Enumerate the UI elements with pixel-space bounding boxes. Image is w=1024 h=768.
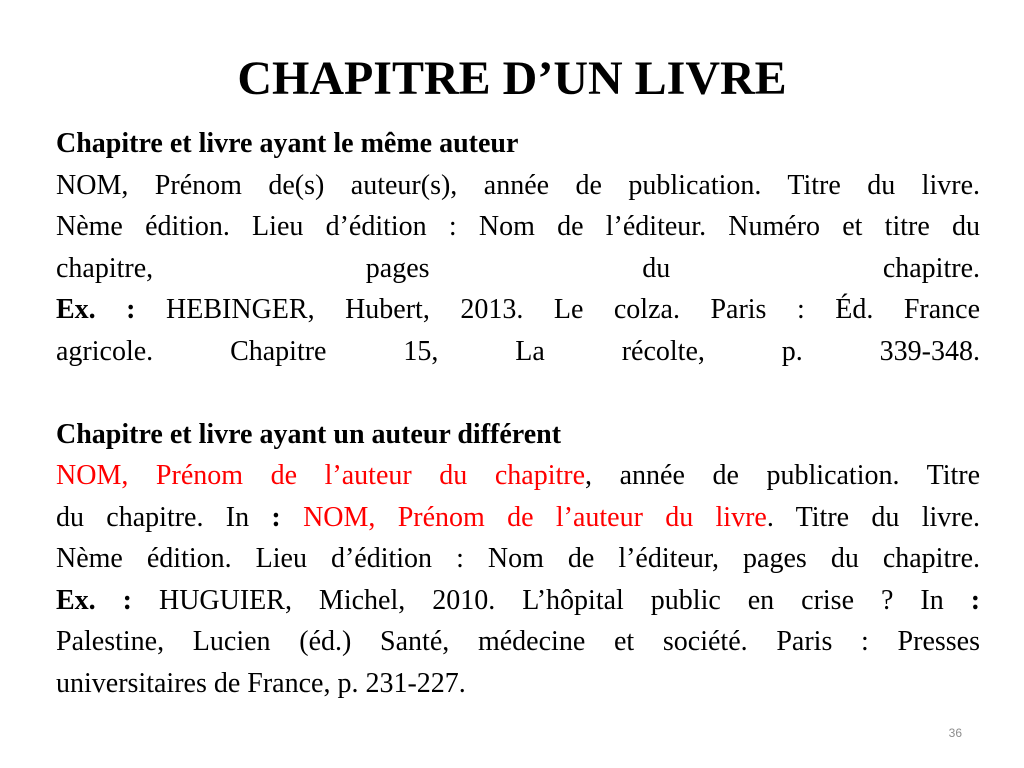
section-1-example-text-1: HEBINGER, Hubert, 2013. Le colza. Paris : Éd. France xyxy=(166,294,981,325)
section-2-example-line-3: universitaires de France, p. 231-227. xyxy=(56,667,466,699)
section-2-line-2-end: . Titre du livre. xyxy=(766,501,981,533)
section-2-in-colon: : xyxy=(271,501,281,533)
section-1-heading: Chapitre et livre ayant le même auteur xyxy=(56,128,519,159)
book-author-placeholder: NOM, Prénom de l’auteur du livre xyxy=(303,501,767,533)
section-2-line-2 xyxy=(56,497,980,539)
section-1-example-label: Ex. : xyxy=(56,294,136,325)
section-2-example-line-1 xyxy=(56,580,980,622)
section-2-line-1-rest: , année de publication. Titre xyxy=(585,460,981,491)
section-1-line-3: chapitre, pages du chapitre. xyxy=(56,252,980,284)
section-1-example-line-1 xyxy=(56,289,980,331)
section-2-example-in-colon: : xyxy=(970,584,981,616)
section-2-line-3: Nème édition. Lieu d’édition : Nom de l’éditeur, pages du chapitre. xyxy=(56,543,980,574)
section-1-line-2: Nème édition. Lieu d’édition : Nom de l’éditeur. Numéro et titre du xyxy=(56,211,980,242)
section-1-example-line-2: agricole. Chapitre 15, La récolte, p. 339-348. xyxy=(56,335,980,367)
section-2-heading: Chapitre et livre ayant un auteur différent xyxy=(56,418,562,450)
section-2-line-2-start: du chapitre. In xyxy=(56,501,250,533)
section-2-example-label: Ex. : xyxy=(56,584,132,616)
chapter-author-placeholder: NOM, Prénom de l’auteur du chapitre xyxy=(56,460,586,491)
section-1-line-1: NOM, Prénom de(s) auteur(s), année de publication. Titre du livre. xyxy=(56,169,980,201)
slide-title: CHAPITRE D’UN LIVRE xyxy=(237,52,787,105)
section-2-line-1 xyxy=(56,455,980,497)
section-2-example-line-2: Palestine, Lucien (éd.) Santé, médecine et société. Paris : Presses xyxy=(56,626,980,657)
section-gap xyxy=(56,372,980,414)
section-2-example-text-1: HUGUIER, Michel, 2010. L’hôpital public en crise ? In xyxy=(158,584,944,616)
page-number: 36 xyxy=(948,726,962,740)
slide-content xyxy=(56,123,980,704)
